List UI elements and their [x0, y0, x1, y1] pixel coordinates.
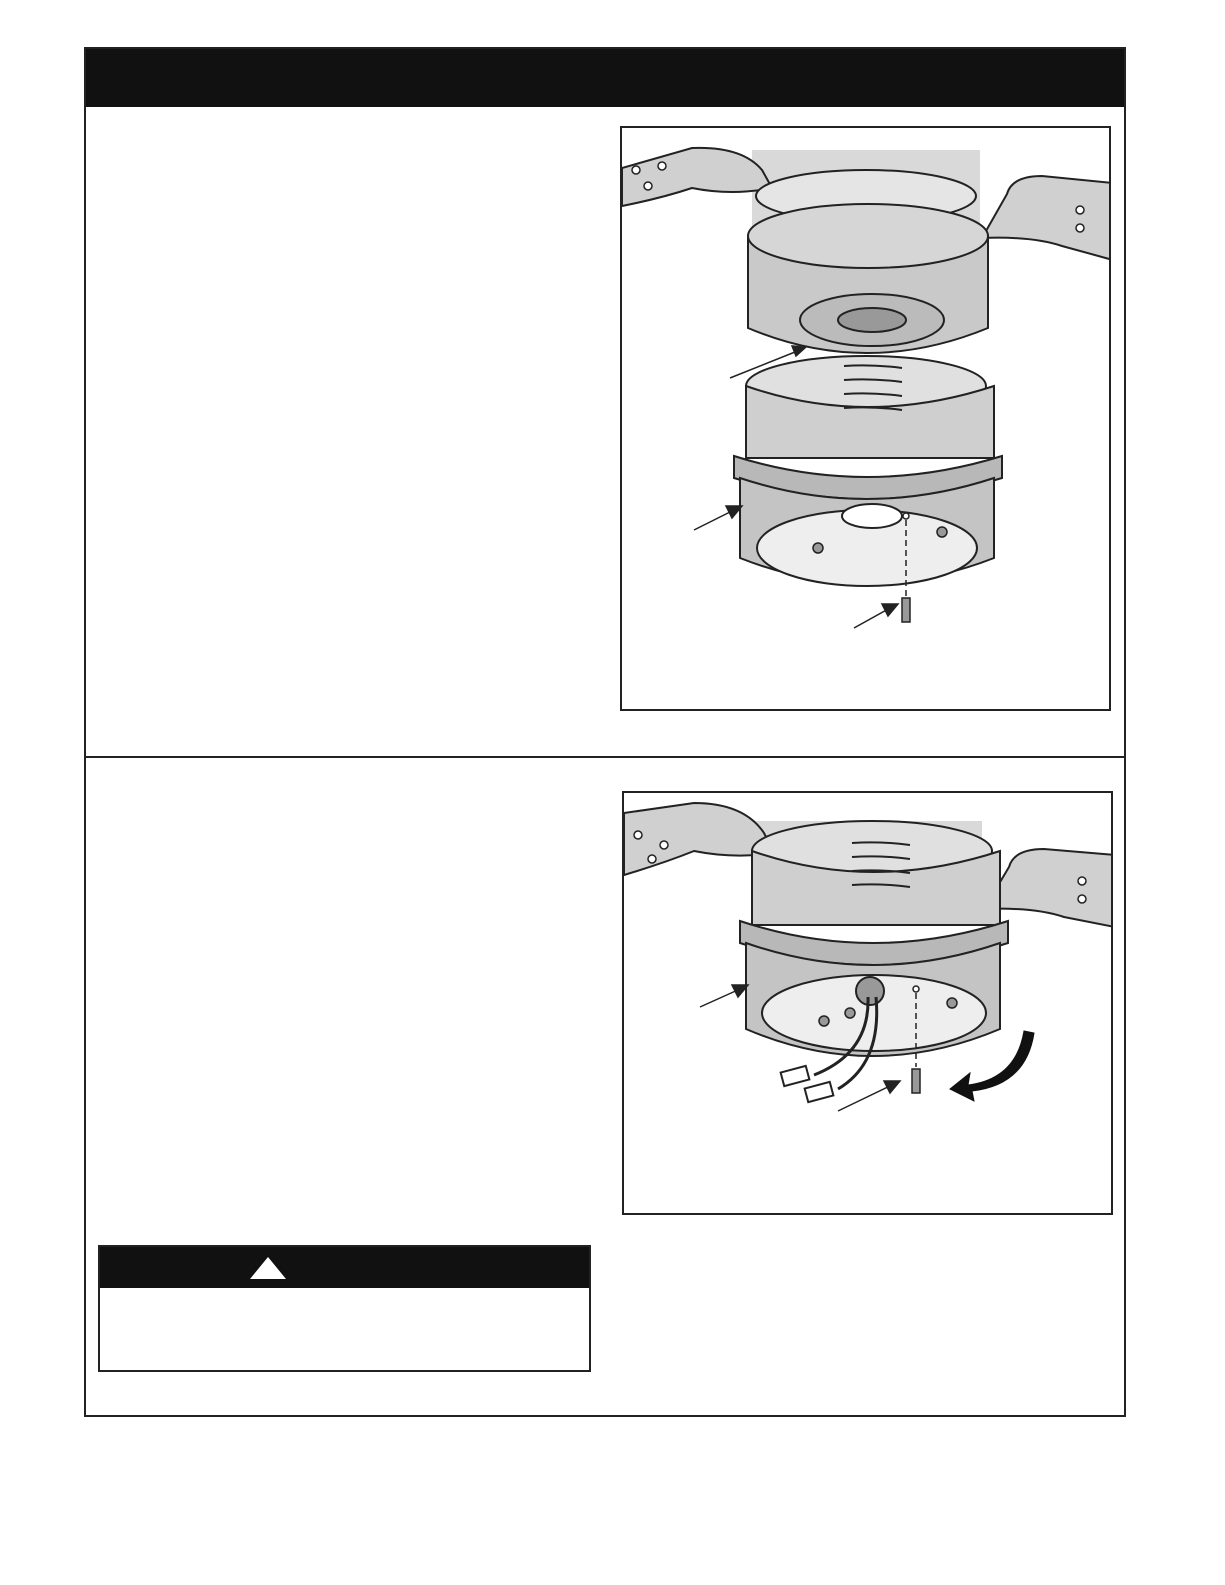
- right-fan-blade: [984, 849, 1113, 927]
- screw-icon: [912, 1069, 920, 1093]
- arrow-icon: [838, 1081, 900, 1111]
- section-divider: [86, 756, 1124, 758]
- wire-connector-icon: [781, 1066, 810, 1086]
- blade-hole: [1078, 895, 1086, 903]
- screw-icon: [902, 598, 910, 622]
- screw-hole: [913, 986, 919, 992]
- blade-hole: [634, 831, 642, 839]
- fan-illustration-1: [622, 128, 1111, 711]
- blade-hole: [644, 182, 652, 190]
- blade-hole: [1076, 206, 1084, 214]
- blade-hole: [632, 166, 640, 174]
- mounting-screw: [845, 1008, 855, 1018]
- wire-nut-fitting: [856, 977, 884, 1005]
- page-frame: [84, 47, 1126, 1417]
- switch-hub: [838, 308, 906, 332]
- right-fan-blade: [982, 176, 1111, 260]
- blade-hole: [648, 855, 656, 863]
- wire-connector-icon: [805, 1082, 834, 1102]
- arrow-icon: [854, 604, 898, 628]
- mounting-screw: [819, 1016, 829, 1026]
- motor-rim: [748, 204, 988, 268]
- blade-hole: [1078, 877, 1086, 885]
- figure-light-kit-wiring: [622, 791, 1113, 1215]
- warning-box: [98, 1245, 591, 1372]
- center-hole: [842, 504, 902, 528]
- warning-triangle-icon: [248, 1255, 288, 1281]
- section-header: [86, 49, 1124, 107]
- screw-hole: [903, 513, 909, 519]
- mounting-screw: [813, 543, 823, 553]
- arrow-icon: [700, 985, 748, 1007]
- fan-illustration-2: [624, 793, 1113, 1215]
- figure-light-kit-mounting: [620, 126, 1111, 711]
- blade-hole: [658, 162, 666, 170]
- arrow-icon: [694, 506, 742, 530]
- blade-hole: [1076, 224, 1084, 232]
- blade-hole: [660, 841, 668, 849]
- mounting-screw: [947, 998, 957, 1008]
- warning-header: [100, 1247, 589, 1288]
- left-fan-blade: [622, 148, 772, 206]
- mounting-screw: [937, 527, 947, 537]
